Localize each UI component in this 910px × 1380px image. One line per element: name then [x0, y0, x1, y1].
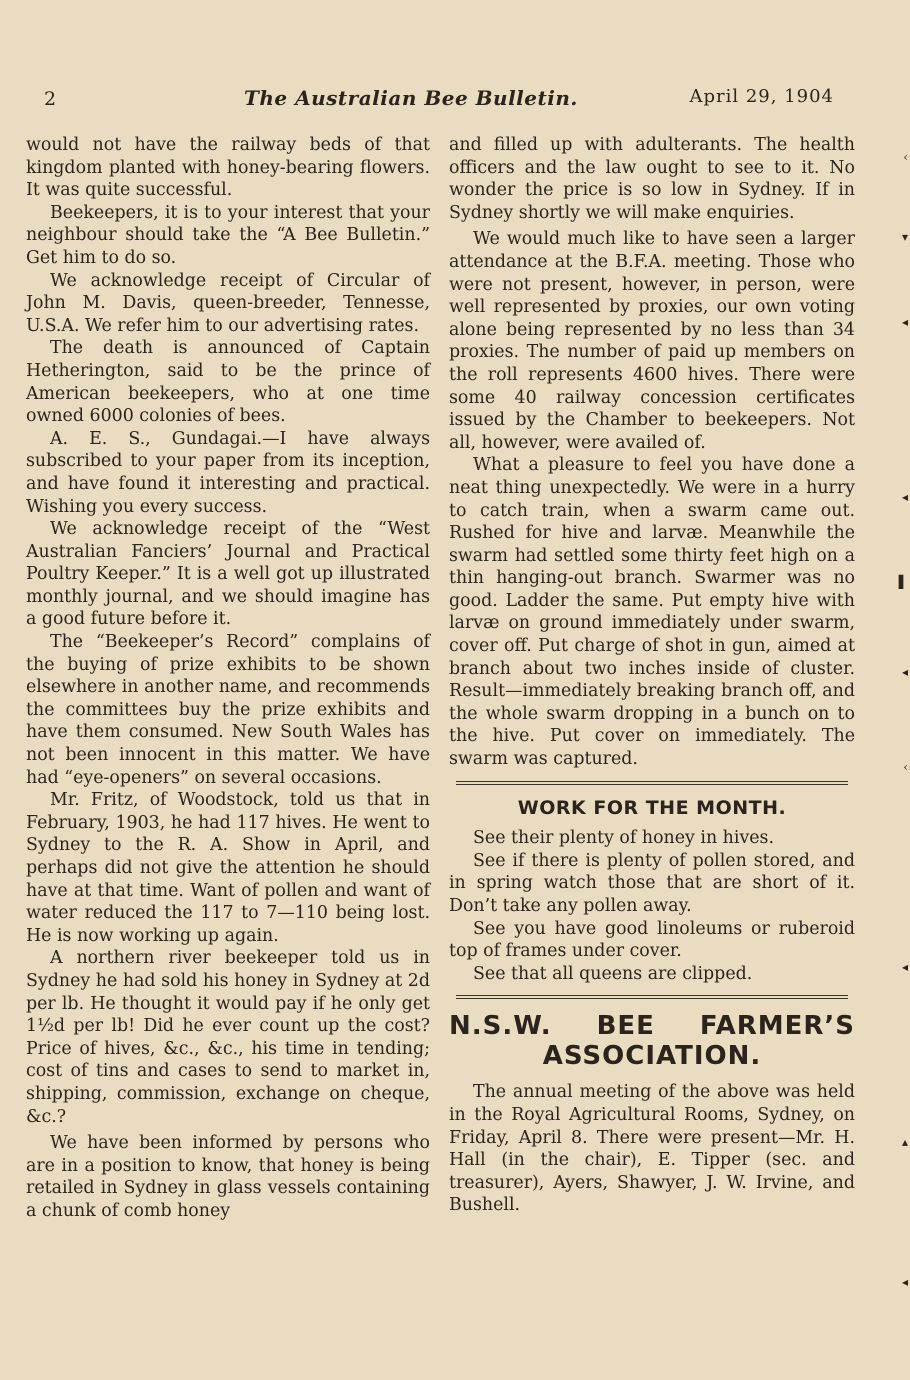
title-word: N.S.W. [449, 1011, 552, 1042]
paragraph: We acknowledge receipt of the “West Australian Fanciers’ Journal and Practical Poultry Keeper.” It is a well got up illustrated monthly journal, and we should imagine has a good future before it. [26, 519, 430, 630]
association-paragraph: The annual meeting of the above was held in the Royal Agricultural Rooms, Sydney, on Friday, April 8. There were present—Mr. H. Hall (in the chair), E. Tipper (sec. and treasurer), Ayers, Shawyer, J. W. Irvine, and Bushell. [449, 1082, 855, 1216]
work-item: See if there is plenty of pollen stored, and in spring watch those that are short of it. Don’t take any pollen away. [449, 850, 855, 916]
paragraph: would not have the railway beds of that kingdom planted with honey-bearing flowers. It was quite successful. [26, 135, 430, 201]
binding-mark-icon: ◂ [901, 490, 908, 504]
left-column [26, 134, 430, 1223]
association-title-line2: ASSOCIATION. [542, 1041, 762, 1072]
binding-mark-icon: ▴ [901, 1135, 908, 1149]
binding-mark-icon: ▌ [898, 575, 908, 589]
paragraph: and filled up with adulterants. The health officers and the law ought to see to it. No wonder the price is so low in Sydney. If in Sydney shortly we will make enquiries. [449, 135, 855, 223]
paragraph: Beekeepers, it is to your interest that your neighbour should take the “A Bee Bulletin.” Get him to do so. [26, 202, 430, 268]
binding-edge [900, 0, 910, 1380]
work-item: See their plenty of honey in hives. [473, 828, 775, 849]
association-title [449, 1011, 855, 1071]
section-divider [456, 781, 848, 785]
title-word: BEE [596, 1011, 655, 1042]
binding-mark-icon: ◂ [901, 960, 908, 974]
section-divider [456, 995, 848, 999]
paragraph: What a pleasure to feel you have done a neat thing unexpectedly. We were in a hurry to catch train, when a swarm came out. Rushed for hive and larvæ. Meanwhile the swarm had settled some thirty feet high on a thin hanging-out branch. Swarmer was no good. Ladder the same. Put empty hive with larvæ on ground immediately under swarm, cover off. Put charge of shot in gun, aimed at branch about two inches inside of cluster. Result—immediately breaking branch off, and the whole swarm dropping in a bunch on to the hive. Put cover on immediately. The swarm was captured. [449, 455, 855, 770]
binding-mark-icon: ‹ [903, 150, 908, 164]
paragraph: Mr. Fritz, of Woodstock, told us that in February, 1903, he had 117 hives. He went to Sydney to the R. A. Show in April, and perhaps did not give the attention he should have at that time. Want of pollen and want of water reduced the 117 to 7—110 being lost. He is now working up again. [26, 790, 430, 946]
page-number: 2 [44, 88, 57, 110]
issue-date: April 29, 1904 [689, 86, 834, 107]
work-item: See that all queens are clipped. [473, 963, 753, 984]
work-item: See you have good linoleums or ruberoid top of frames under cover. [449, 918, 855, 962]
paragraph: We have been informed by persons who are in a position to know, that honey is being retailed in Sydney in glass vessels containing a chunk of comb honey [26, 1133, 430, 1221]
journal-title: The Australian Bee Bulletin. [244, 86, 578, 110]
right-column [449, 134, 855, 1217]
paragraph: We acknowledge receipt of Circular of John M. Davis, queen-breeder, Tennesse, U.S.A. We refer him to our advertising rates. [26, 270, 430, 336]
binding-mark-icon: ‹ [903, 760, 908, 774]
binding-mark-icon: ◂ [901, 315, 908, 329]
paragraph: A. E. S., Gundagai.—I have always subscribed to your paper from its inception, and have found it interesting and practical. Wishing you every success. [26, 428, 430, 517]
paragraph: A northern river beekeeper told us in Sydney he had sold his honey in Sydney at 2d per lb. He thought it would pay if he only get 1½d per lb! Did he ever count up the cost? Price of hives, &c., &c., his time in tending; cost of tins and cases to send to market in, shipping, commission, exchange on cheque, &c.? [26, 948, 430, 1127]
title-word: FARMER’S [699, 1011, 855, 1042]
binding-mark-icon: ▾ [901, 230, 908, 244]
paragraph: We would much like to have seen a larger attendance at the B.F.A. meeting. Those who were not present, however, in person, were well represented by proxies, our own voting alone being represented by no less than 34 proxies. The number of paid up members on the roll represents 4600 hives. There were some 40 railway concession certificates issued by the Chamber to beekeepers. Not all, however, were availed of. [449, 229, 855, 453]
page-header [44, 86, 834, 116]
binding-mark-icon: ◂ [901, 665, 908, 679]
association-title-line1 [449, 1011, 855, 1041]
paragraph: The death is announced of Captain Hetherington, said to be the prince of American beekeepers, who at one time owned 6000 colonies of bees. [26, 338, 430, 427]
work-section-title: WORK FOR THE MONTH. [517, 796, 787, 819]
binding-mark-icon: ◂ [901, 1275, 908, 1289]
paragraph: The “Beekeeper’s Record” complains of the buying of prize exhibits to be shown elsewhere in another name, and recommends the committees buy the prize exhibits and have them consumed. New South Wales has not been innocent in this matter. We have had “eye-openers” on several occasions. [26, 632, 430, 788]
